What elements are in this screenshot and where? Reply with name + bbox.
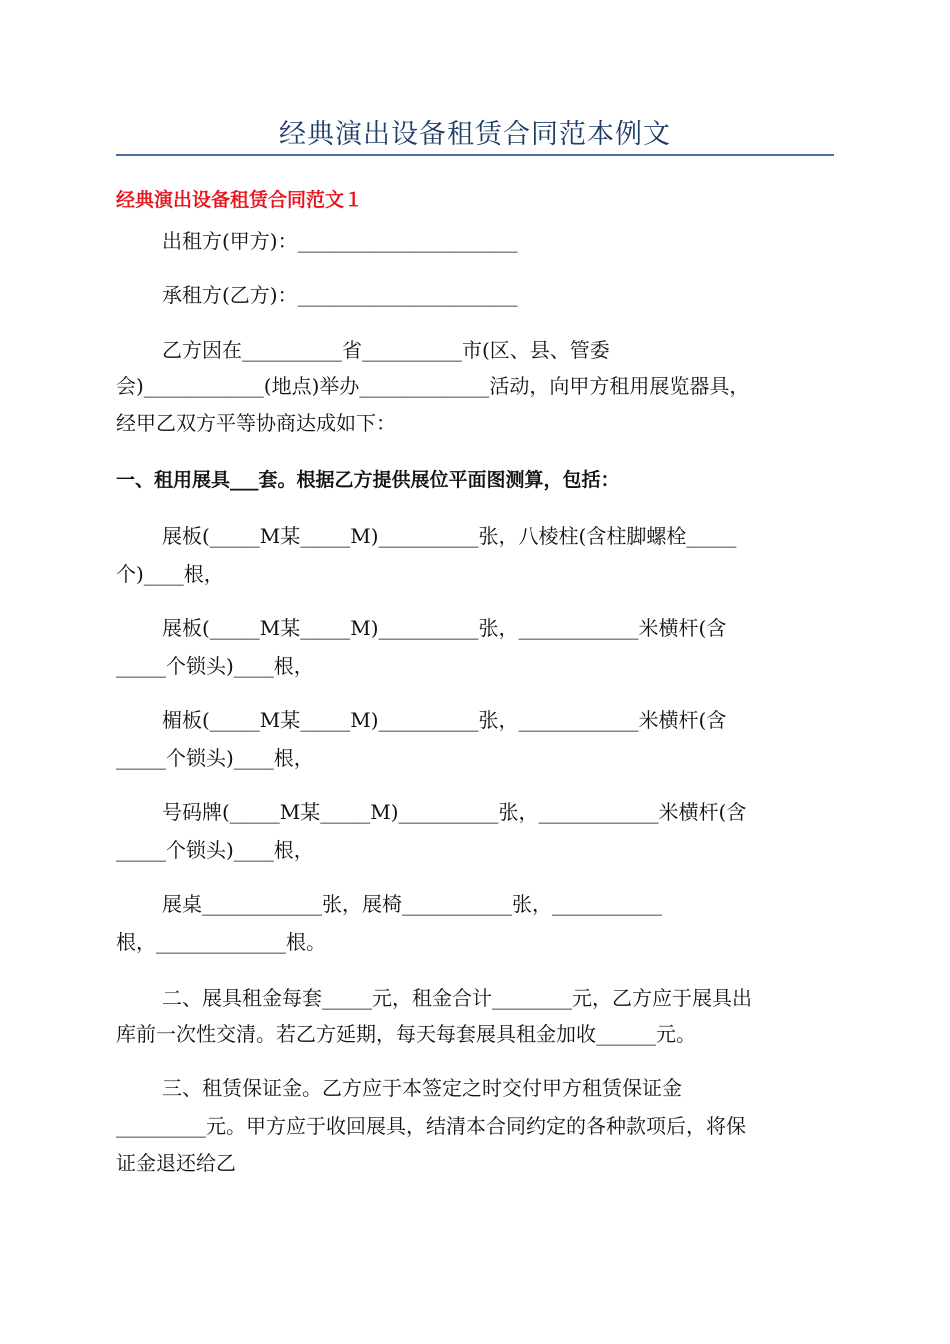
item-line: 根，_____________根。 bbox=[116, 930, 326, 954]
item-line: _____个锁头)____根， bbox=[116, 838, 314, 862]
item-line: 号码牌(_____M某_____M)__________张，____________米横杆(含 bbox=[162, 800, 747, 824]
paragraph-line: 三、租赁保证金。乙方应于本签定之时交付甲方租赁保证金 bbox=[162, 1076, 682, 1100]
paragraph-line: 会)____________(地点)举办_____________活动，向甲方租用展览器具， bbox=[116, 374, 750, 398]
item-line: 展板(_____M某_____M)__________张，____________米横杆(含 bbox=[162, 616, 727, 640]
clause-heading: 一、租用展具___套。根据乙方提供展位平面图测算，包括： bbox=[116, 469, 620, 491]
paragraph-line: 经甲乙双方平等协商达成如下： bbox=[116, 411, 396, 435]
lessee-line: 承租方(乙方)：______________________ bbox=[162, 283, 518, 307]
title-divider bbox=[116, 154, 834, 156]
item-line: _____个锁头)____根， bbox=[116, 654, 314, 678]
paragraph-line: _________元。甲方应于收回展具，结清本合同约定的各种款项后，将保 bbox=[116, 1114, 746, 1138]
item-line: 展桌____________张，展椅___________张，___________ bbox=[162, 892, 662, 916]
item-line: 楣板(_____M某_____M)__________张，____________米横杆(含 bbox=[162, 708, 727, 732]
lessor-line: 出租方(甲方)：______________________ bbox=[162, 229, 518, 253]
paragraph-line: 证金退还给乙 bbox=[116, 1151, 236, 1175]
item-line: 展板(_____M某_____M)__________张，八棱柱(含柱脚螺栓_____ bbox=[162, 524, 737, 548]
paragraph-line: 库前一次性交清。若乙方延期，每天每套展具租金加收______元。 bbox=[116, 1022, 696, 1046]
document-title: 经典演出设备租赁合同范本例文 bbox=[279, 119, 671, 150]
item-line: _____个锁头)____根， bbox=[116, 746, 314, 770]
section-heading: 经典演出设备租赁合同范文１ bbox=[116, 189, 364, 211]
paragraph-line: 乙方因在__________省__________市(区、县、管委 bbox=[162, 338, 610, 362]
item-line: 个)____根， bbox=[116, 562, 224, 586]
paragraph-line: 二、展具租金每套_____元，租金合计________元，乙方应于展具出 bbox=[162, 986, 752, 1010]
